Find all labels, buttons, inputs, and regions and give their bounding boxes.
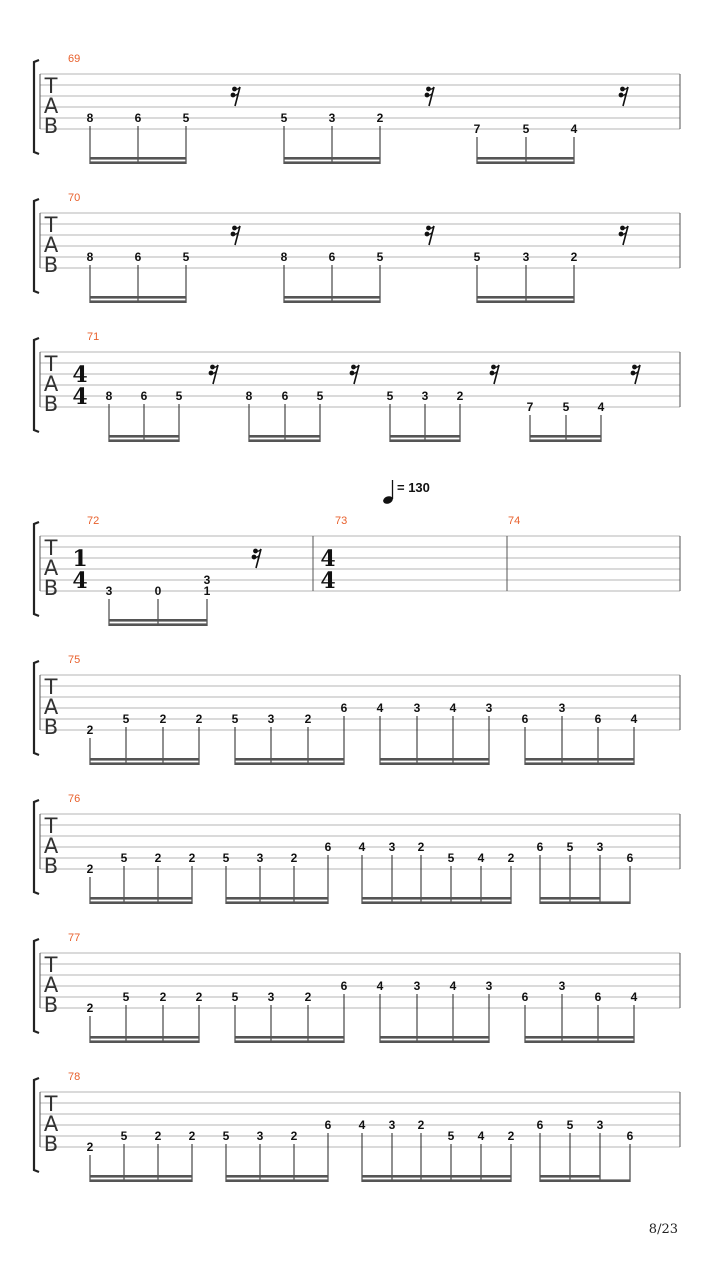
beam (284, 161, 380, 164)
fret-number: 3 (413, 979, 421, 993)
fret-number: 6 (324, 1118, 332, 1132)
fret-number: 5 (447, 851, 455, 865)
tab-clef-letter: A (43, 372, 59, 396)
fret-number: 3 (421, 389, 429, 403)
beam (226, 1179, 328, 1182)
fret-number: 6 (594, 712, 602, 726)
measure-number: 77 (68, 932, 81, 944)
fret-number: 4 (477, 851, 485, 865)
fret-number: 6 (140, 389, 148, 403)
fret-number: 3 (105, 584, 113, 598)
fret-number: 3 (203, 573, 211, 587)
fret-number: 5 (122, 990, 130, 1004)
fret-number: 2 (188, 1129, 196, 1143)
fret-number: 4 (358, 1118, 366, 1132)
beam (90, 758, 199, 761)
system-bracket (34, 1078, 39, 1172)
beam (362, 897, 511, 900)
fret-number: 1 (203, 584, 211, 598)
fret-number: 5 (222, 1129, 230, 1143)
fret-number: 5 (562, 400, 570, 414)
fret-number: 3 (267, 990, 275, 1004)
time-signature-bottom: 4 (320, 568, 336, 594)
fret-number: 5 (473, 250, 481, 264)
system-bracket (34, 338, 39, 432)
tab-clef-letter: A (43, 834, 59, 858)
page-number: 8/23 (648, 1222, 678, 1237)
beam (235, 1040, 344, 1043)
tab-clef-letter: A (43, 1112, 59, 1136)
tab-clef-letter: B (43, 114, 59, 138)
fret-number: 8 (245, 389, 253, 403)
measure-number: 70 (68, 192, 81, 204)
measure-number: 78 (68, 1071, 81, 1083)
beam (477, 300, 574, 303)
fret-number: 3 (558, 979, 566, 993)
tab-clef-letter: B (43, 854, 59, 878)
tab-clef-letter: T (44, 213, 58, 237)
tab-clef-letter: B (43, 1132, 59, 1156)
beam (380, 1040, 489, 1043)
fret-number: 4 (477, 1129, 485, 1143)
fret-number: 2 (304, 712, 312, 726)
tab-clef-letter: T (44, 536, 58, 560)
beam (380, 762, 489, 765)
fret-number: 6 (340, 701, 348, 715)
fret-number: 2 (159, 990, 167, 1004)
measure-number: 71 (87, 331, 100, 343)
fret-number: 4 (630, 990, 638, 1004)
fret-number: 0 (154, 584, 162, 598)
fret-number: 3 (522, 250, 530, 264)
beam (90, 1040, 199, 1043)
beam (90, 897, 192, 900)
beam (390, 435, 460, 438)
beam (90, 1175, 192, 1178)
beam (90, 1036, 199, 1039)
fret-number: 5 (120, 851, 128, 865)
fret-number: 3 (596, 1118, 604, 1132)
fret-number: 3 (256, 1129, 264, 1143)
fret-number: 5 (447, 1129, 455, 1143)
fret-number: 4 (570, 122, 578, 136)
beam (235, 762, 344, 765)
tab-clef-letter: T (44, 675, 58, 699)
fret-number: 4 (597, 400, 605, 414)
beam (90, 1179, 192, 1182)
fret-number: 4 (376, 701, 384, 715)
beam (226, 901, 328, 904)
fret-number: 6 (521, 990, 529, 1004)
fret-number: 5 (231, 712, 239, 726)
fret-number: 2 (86, 1001, 94, 1015)
fret-number: 2 (188, 851, 196, 865)
beam (362, 1179, 511, 1182)
measure-number: 74 (508, 515, 521, 527)
system-bracket (34, 60, 39, 154)
fret-number: 2 (376, 111, 384, 125)
tab-clef-letter: A (43, 973, 59, 997)
system-bracket (34, 661, 39, 755)
tab-clef-letter: B (43, 576, 59, 600)
fret-number: 2 (570, 250, 578, 264)
fret-number: 5 (120, 1129, 128, 1143)
beam (540, 897, 600, 900)
beam (380, 1036, 489, 1039)
fret-number: 2 (195, 712, 203, 726)
tab-clef-letter: T (44, 1092, 58, 1116)
fret-number: 5 (522, 122, 530, 136)
fret-number: 2 (417, 1118, 425, 1132)
beam (226, 897, 328, 900)
fret-number: 3 (388, 1118, 396, 1132)
measure-number: 69 (68, 53, 81, 65)
fret-number: 6 (328, 250, 336, 264)
time-signature-bottom: 4 (72, 568, 88, 594)
fret-number: 8 (86, 111, 94, 125)
measure-number: 76 (68, 793, 81, 805)
fret-number: 6 (281, 389, 289, 403)
measure-number: 73 (335, 515, 348, 527)
fret-number: 2 (304, 990, 312, 1004)
tempo-marking: = 130 (397, 480, 430, 495)
fret-number: 6 (536, 1118, 544, 1132)
beam (477, 161, 574, 164)
fret-number: 4 (358, 840, 366, 854)
fret-number: 5 (566, 1118, 574, 1132)
tab-clef-letter: T (44, 74, 58, 98)
fret-number: 3 (558, 701, 566, 715)
time-signature-bottom: 4 (72, 384, 88, 410)
fret-number: 2 (154, 1129, 162, 1143)
beam (477, 157, 574, 160)
fret-number: 2 (290, 851, 298, 865)
beam (525, 762, 634, 765)
beam (109, 435, 179, 438)
fret-number: 3 (267, 712, 275, 726)
fret-number: 5 (280, 111, 288, 125)
fret-number: 2 (417, 840, 425, 854)
fret-number: 6 (594, 990, 602, 1004)
fret-number: 2 (86, 723, 94, 737)
beam (530, 439, 601, 442)
tab-clef-letter: A (43, 556, 59, 580)
system-bracket (34, 800, 39, 894)
fret-number: 5 (566, 840, 574, 854)
beam (362, 901, 511, 904)
fret-number: 5 (182, 111, 190, 125)
time-signature-top: 4 (72, 362, 88, 388)
fret-number: 2 (507, 1129, 515, 1143)
fret-number: 3 (328, 111, 336, 125)
system-bracket (34, 939, 39, 1033)
tab-clef-letter: B (43, 715, 59, 739)
beam (249, 439, 320, 442)
beam (380, 758, 489, 761)
fret-number: 3 (388, 840, 396, 854)
measure-number: 72 (87, 515, 100, 527)
beam (109, 439, 179, 442)
tab-clef-letter: B (43, 253, 59, 277)
beam (235, 1036, 344, 1039)
fret-number: 6 (536, 840, 544, 854)
beam (90, 161, 186, 164)
tab-clef-letter: A (43, 233, 59, 257)
fret-number: 2 (86, 862, 94, 876)
fret-number: 2 (195, 990, 203, 1004)
fret-number: 2 (456, 389, 464, 403)
beam (525, 1040, 634, 1043)
beam (226, 1175, 328, 1178)
fret-number: 8 (105, 389, 113, 403)
tab-clef-letter: T (44, 352, 58, 376)
tab-clef-letter: A (43, 94, 59, 118)
fret-number: 4 (376, 979, 384, 993)
fret-number: 7 (526, 400, 534, 414)
beam (477, 296, 574, 299)
beam (284, 296, 380, 299)
tab-clef-letter: A (43, 695, 59, 719)
tab-clef-letter: B (43, 392, 59, 416)
beam (235, 758, 344, 761)
fret-number: 6 (521, 712, 529, 726)
beam (525, 758, 634, 761)
beam (109, 623, 207, 626)
beam (109, 619, 207, 622)
fret-number: 5 (316, 389, 324, 403)
tab-clef-letter: T (44, 953, 58, 977)
fret-number: 2 (159, 712, 167, 726)
time-signature-top: 1 (72, 546, 88, 572)
fret-number: 2 (290, 1129, 298, 1143)
fret-number: 4 (630, 712, 638, 726)
beam (362, 1175, 511, 1178)
fret-number: 2 (86, 1140, 94, 1154)
fret-number: 6 (324, 840, 332, 854)
fret-number: 6 (626, 851, 634, 865)
beam (540, 1179, 630, 1182)
beam (249, 435, 320, 438)
beam (90, 157, 186, 160)
beam (90, 901, 192, 904)
beam (284, 157, 380, 160)
beam (284, 300, 380, 303)
fret-number: 5 (122, 712, 130, 726)
fret-number: 8 (86, 250, 94, 264)
fret-number: 2 (507, 851, 515, 865)
fret-number: 6 (626, 1129, 634, 1143)
time-signature-top: 4 (320, 546, 336, 572)
measure-number: 75 (68, 654, 81, 666)
beam (530, 435, 601, 438)
fret-number: 5 (376, 250, 384, 264)
fret-number: 5 (182, 250, 190, 264)
fret-number: 3 (485, 701, 493, 715)
fret-number: 5 (231, 990, 239, 1004)
beam (525, 1036, 634, 1039)
fret-number: 3 (485, 979, 493, 993)
fret-number: 3 (596, 840, 604, 854)
system-bracket (34, 199, 39, 293)
beam (540, 901, 630, 904)
beam (90, 300, 186, 303)
fret-number: 4 (449, 701, 457, 715)
fret-number: 4 (449, 979, 457, 993)
fret-number: 3 (256, 851, 264, 865)
tab-clef-letter: B (43, 993, 59, 1017)
beam (390, 439, 460, 442)
system-bracket (34, 522, 39, 616)
fret-number: 2 (154, 851, 162, 865)
tab-clef-letter: T (44, 814, 58, 838)
fret-number: 5 (222, 851, 230, 865)
beam (540, 1175, 600, 1178)
beam (90, 296, 186, 299)
fret-number: 5 (386, 389, 394, 403)
fret-number: 6 (134, 250, 142, 264)
fret-number: 3 (413, 701, 421, 715)
fret-number: 6 (340, 979, 348, 993)
fret-number: 5 (175, 389, 183, 403)
fret-number: 6 (134, 111, 142, 125)
fret-number: 7 (473, 122, 481, 136)
beam (90, 762, 199, 765)
fret-number: 8 (280, 250, 288, 264)
